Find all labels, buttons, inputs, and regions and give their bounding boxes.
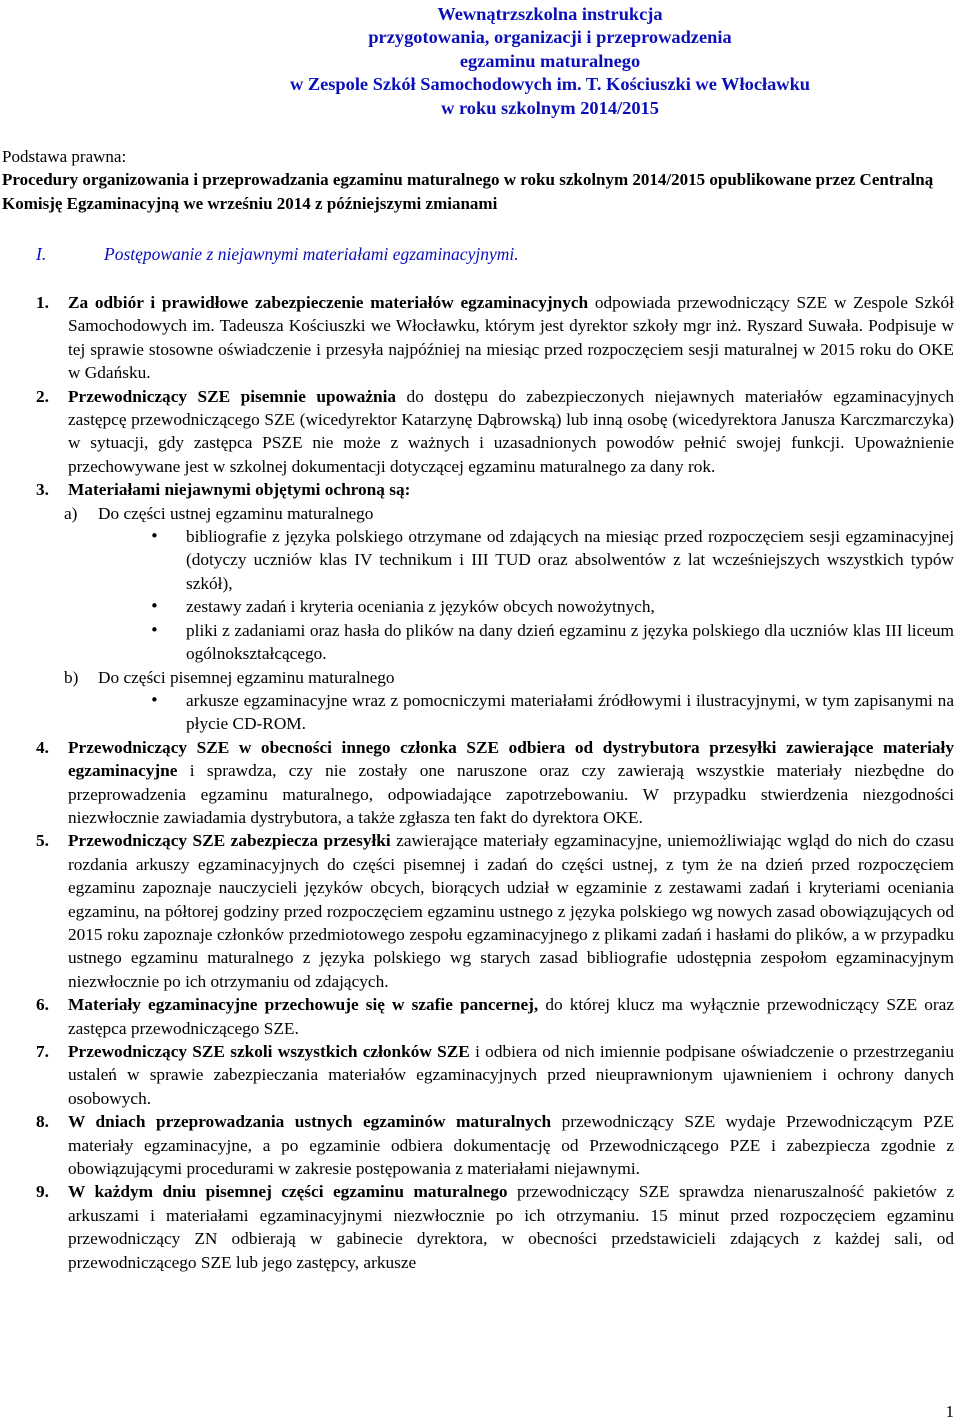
bullet-item: • zestawy zadań i kryteria oceniania z języków obcych nowożytnych, <box>150 595 954 618</box>
item-number: 9. <box>36 1182 49 1202</box>
sublist-label: b) <box>64 667 79 687</box>
item-number: 1. <box>36 293 49 312</box>
page-number: 1 <box>945 1402 954 1421</box>
item-text: i sprawdza, czy nie zostały one naruszone oraz czy zawierają wszystkie materiały niezbędne do przeprowadzenia egzaminu maturalnego, odpowiadające zapotrzebowaniu. W przypadku stwierdzenia niezgodności niezwłocznie zawiadamia dystrybutora, a także zgłasza ten fakt do dyrektora OKE. <box>68 761 954 827</box>
list-item <box>36 1110 954 1180</box>
list-item <box>36 1040 954 1110</box>
sublist-item <box>36 502 954 525</box>
document-title <box>270 3 830 120</box>
item-text: do dostępu do zabezpieczonych niejawnych materiałów egzaminacyjnych zastępcę przewodniczącego SZE (wicedyrektor Katarzynę Dąbrowską) lub inną osobę (wicedyrektora Janusza Karczmarczyka) w sytuacji, gdy zastępca PSZE nie może z ważnych i uzasadnionych powodów pełnić swojej funkcji. Upoważnienie przechowywane jest w szkolnej dokumentacji dotyczącej egzaminu maturalnego za dany rok. <box>68 386 954 476</box>
item-bold-text: Za odbiór i prawidłowe zabezpieczenie materiałów egzaminacyjnych <box>68 293 589 312</box>
item-number: 6. <box>36 995 49 1015</box>
item-bold-text: W dniach przeprowadzania ustnych egzaminów maturalnych <box>68 1112 552 1132</box>
sublist-text: Do części pisemnej egzaminu maturalnego <box>98 667 395 687</box>
title-line: w Zespole Szkół Samochodowych im. T. Kościuszki we Włocławku <box>289 74 811 95</box>
item-bold-text: Przewodniczący SZE szkoli wszystkich członków SZE <box>68 1042 470 1061</box>
list-item <box>36 829 954 993</box>
item-number: 8. <box>36 1112 49 1132</box>
item-text: odpowiada przewodniczący SZE w Zespole Szkół Samochodowych im. Tadeusza Kościuszki we Włocławku, którym jest dyrektor szkoły mgr inż. Ryszard Suwała. Podpisuje w tej sprawie stosowne oświadczenie i przesyła najpóźniej na miesiąc przed rozpoczęciem sesji maturalnej w 2015 roku do OKE w Gdańsku. <box>68 293 954 383</box>
item-number: 7. <box>36 1042 49 1061</box>
bullet-list <box>150 525 954 665</box>
legal-basis <box>2 146 958 216</box>
item-text: i odbiera od nich imiennie podpisane oświadczenie o przestrzeganiu ustaleń w sprawie zabezpieczania materiałów egzaminacyjnych przed nieuprawnionym ujawnieniem i ochrony danych osobowych. <box>68 1042 955 1108</box>
list-item <box>36 1180 954 1274</box>
list-item <box>36 478 954 501</box>
title-line: egzaminu maturalnego <box>459 50 641 71</box>
sublist-label: a) <box>64 503 78 523</box>
item-bold-text: W każdym dniu pisemnej części egzaminu maturalnego <box>68 1182 508 1202</box>
item-bold-text: Materiały egzaminacyjne przechowuje się w szafie pancernej, <box>68 995 539 1015</box>
section-title: Postępowanie z niejawnymi materiałami egzaminacyjnymi. <box>104 244 519 264</box>
list-item <box>36 385 954 479</box>
item-bold-text: Przewodniczący SZE pisemnie upoważnia <box>68 386 397 406</box>
list-item <box>36 736 954 830</box>
item-number: 4. <box>36 737 49 757</box>
instruction-list <box>36 291 954 1274</box>
item-number: 3. <box>36 480 49 500</box>
item-bold-text: Przewodniczący SZE zabezpiecza przesyłki <box>68 831 391 851</box>
sublist-text: Do części ustnej egzaminu maturalnego <box>98 503 374 523</box>
list-item <box>36 291 954 385</box>
sublist-item <box>36 666 954 689</box>
item-text: przewodniczący SZE sprawdza nienaruszalność pakietów z arkuszami i materiałami egzaminacyjnymi niezwłocznie po ich otrzymaniu. 15 minut przed rozpoczęciem egzaminu przewodniczący ZN odbierają w gabinecie dyrektora, w obecności przedstawicieli zdających z każdej sali, od przewodniczącego SZE lub jego zastępcy, arkusze <box>68 1182 954 1272</box>
title-line: w roku szkolnym 2014/2015 <box>441 97 659 118</box>
item-text: zawierające materiały egzaminacyjne, uniemożliwiając wgląd do nich do czasu rozdania arkuszy egzaminacyjnych do części pisemnej i zadań do części ustnej, z tym że na dzień przed rozpoczęciem egzaminu zapoznaje nauczycieli języków obcych, biorących udział w egzaminie z zestawami zadań i kryteriami oceniania egzaminu, na półtorej godziny przed rozpoczęciem egzaminu ustnego z języka polskiego wg nowych zasad obowiązujących od 2015 roku zapoznaje członków przedmiotowego zespołu egzaminacyjnego z plikami zadań i hasłami do plików, a w przypadku ustnego egzaminu maturalnego z języka polskiego wg starych zasad bibliografie udostępnia zespołom egzaminacyjnym niezwłocznie po ich otrzymaniu od zdających. <box>68 831 954 991</box>
section-heading <box>36 242 936 266</box>
title-line: przygotowania, organizacji i przeprowadzenia <box>368 27 732 48</box>
bullet-item: • bibliografie z języka polskiego otrzymane od zdających na miesiąc przed rozpoczęciem sesji egzaminacyjnej (dotyczy uczniów klas IV technikum i III TUD oraz absolwentów z lat wcześniejszych wszystkich typów szkół), <box>150 525 954 595</box>
item-number: 5. <box>36 831 49 851</box>
section-number: I. <box>36 244 47 264</box>
item-number: 2. <box>36 386 49 406</box>
item-bold-text: Przewodniczący SZE w obecności innego członka SZE odbiera od dystrybutora przesyłki zawierające materiały egzaminacyjne <box>68 737 954 781</box>
title-line: Wewnątrzszkolna instrukcja <box>437 4 663 24</box>
item-bold-text: Materiałami niejawnymi objętymi ochroną są: <box>68 480 411 500</box>
list-item <box>36 993 954 1040</box>
item-text: do której klucz ma wyłącznie przewodniczący SZE oraz zastępca przewodniczącego SZE. <box>68 995 954 1038</box>
bullet-item: • pliki z zadaniami oraz hasła do plików na dany dzień egzaminu z języka polskiego dla uczniów klas III liceum ogólnokształcącego. <box>150 619 954 666</box>
legal-basis-heading: Podstawa prawna: <box>2 147 127 166</box>
item-text: przewodniczący SZE wydaje Przewodniczącym PZE materiały egzaminacyjne, a po egzaminie odbiera dokumentację od Przewodniczącego PZE i zabezpiecza zgodnie z obowiązującymi procedurami w zakresie postępowania z materiałami niejawnymi. <box>68 1112 954 1179</box>
legal-basis-text: Procedury organizowania i przeprowadzania egzaminu maturalnego w roku szkolnym 2014/2015 opublikowane przez Centralną Komisję Egzaminacyjną we wrześniu 2014 z późniejszymi zmianami <box>2 170 934 213</box>
bullet-item: • arkusze egzaminacyjne wraz z pomocniczymi materiałami źródłowymi i ilustracyjnymi, w tym zapisanymi na płycie CD-ROM. <box>150 689 954 736</box>
bullet-list <box>150 689 954 736</box>
